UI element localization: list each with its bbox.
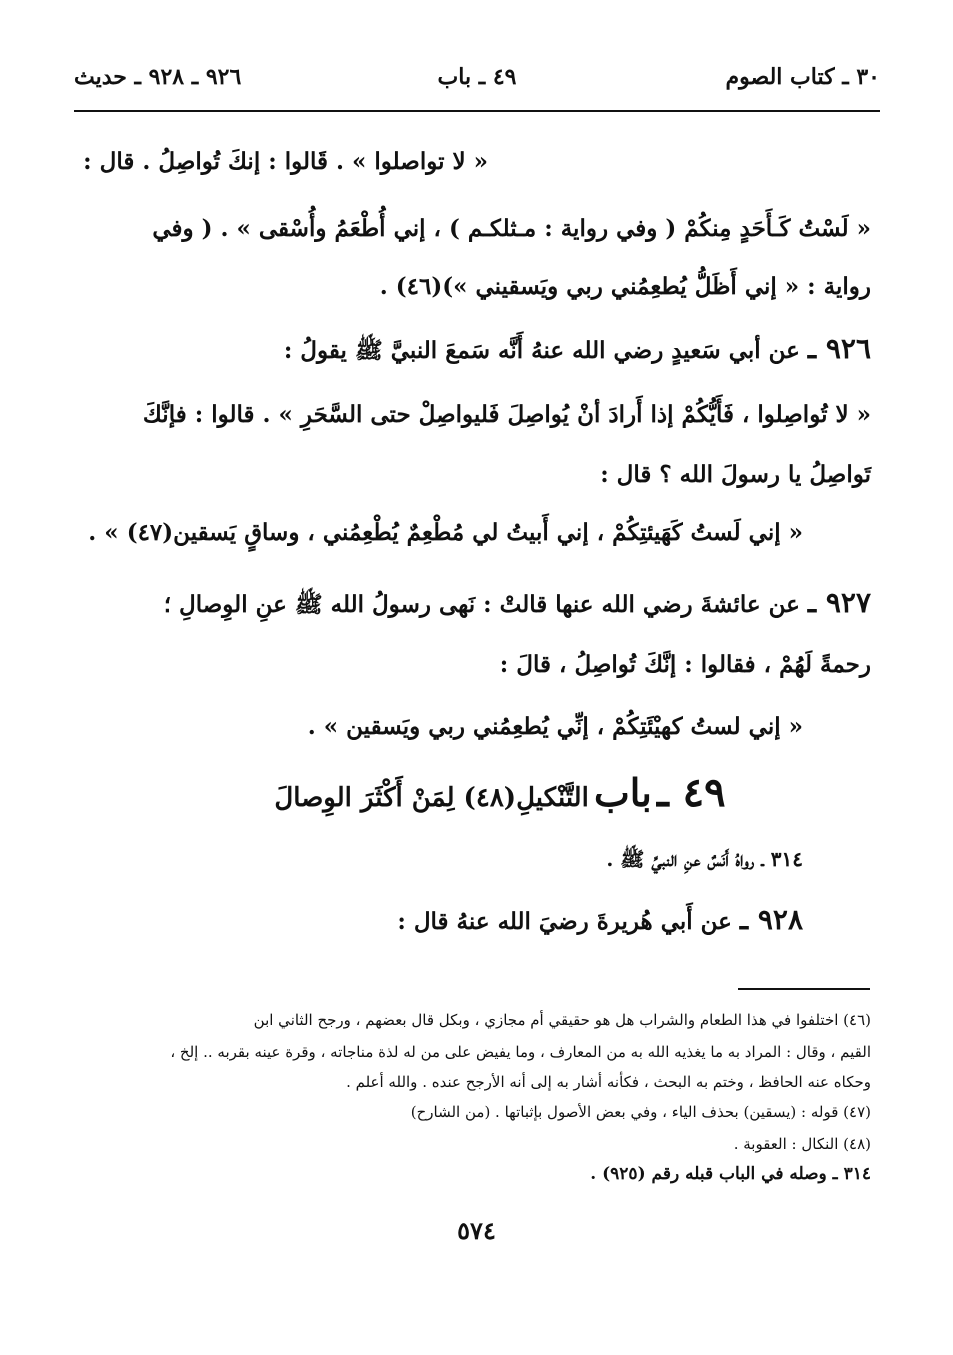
footnote-line: (٤٨) النكال : العقوبة . <box>733 1135 871 1153</box>
hadith-number: ٩٢٦ ـ <box>807 332 871 365</box>
hadith-926-line <box>284 332 871 368</box>
header-book-title: ٣٠ ـ كتاب الصوم <box>725 64 880 90</box>
header-chapter: ٤٩ ـ باب <box>437 64 517 90</box>
text-line: « لَسْتُ كَـأَحَدٍ مِنكُمْ ( وفي رواية : مـثلكـم ) ، إني أُطْعَمُ وأُسْقى » . ( وفي <box>152 215 871 242</box>
text-line: رحمةً لَهُمْ ، فقالوا : إنَّكَ تُواصِلُ ، قالَ : <box>499 651 871 678</box>
hadith-number: ٩٢٧ ـ <box>807 586 871 619</box>
chapter-title: التَّنْكيلِ(٤٨) لِمَنْ أَكْثَرَ الوِصالَ <box>274 783 589 813</box>
footnote-line: القيم ، وقال : المراد به ما يغذيه الله به من المعارف ، وما يفيض على من له لذة مناجاته ، وقرة عينه بقربه .. إلخ ، <box>170 1043 871 1061</box>
text-line: « إني لستُ كهيْئَتِكُمْ ، إنِّي يُطعِمُني ربي ويَسقين » . <box>307 713 803 740</box>
header-rule <box>74 110 880 112</box>
text-line: تَواصِلُ يا رسولَ الله ؟ قال : <box>600 461 871 488</box>
hadith-928-line <box>397 903 803 939</box>
running-header <box>74 58 880 102</box>
chapter-word: باب <box>593 770 652 815</box>
footnote-rule <box>738 988 870 990</box>
header-hadith-range: ٩٢٦ ـ ٩٢٨ ـ حديث <box>74 64 242 90</box>
footnote-line: ٣١٤ ـ وصله في الباب قبله رقم (٩٢٥) . <box>590 1164 871 1184</box>
hadith-text: عن عائشةَ رضي الله عنها قالتْ : نَهى رسولُ الله ﷺ عنِ الوِصالِ ؛ <box>163 591 800 618</box>
text-line: رواية : « إني أَظَلُّ يُطعِمُني ربي ويَسقيني »)(٤٦) . <box>379 273 871 300</box>
hadith-text: عن أَبي هُريرةَ رضيَ الله عنهُ قال : <box>397 908 732 935</box>
text-line: « إني لَستُ كَهَيئتِكُمْ ، إني أَبيتُ لي مُطْعِمٌ يُطْعِمُني ، وساقٍ يَسقين(٤٧) » . <box>88 519 803 546</box>
chapter-heading <box>200 768 800 826</box>
hadith-927-line <box>164 586 871 622</box>
text-line: « لا تُواصِلوا ، فَأَيُّكُمْ إذا أَرادَ أنْ يُواصِلَ فَليواصِلْ حتى السَّحَرِ » . قالوا : فإنَّكَ <box>142 401 871 428</box>
text-line: « لا تواصلوا » . قَالوا : إنكَ تُواصِلُ . قال : <box>83 148 488 175</box>
footnote-line: (٤٧) قوله : (يسقين) بحذف الياء ، وفي بعض الأصول بإثباتها . (من الشارح) <box>410 1103 871 1121</box>
footnote-line: (٤٦) اختلفوا في هذا الطعام والشراب هل هو حقيقي أم مجازي ، وبكل قال بعضهم ، ورجح الثاني ابن <box>253 1011 871 1029</box>
footnote-line: وحكاه عنه الحافظ ، وختم به البحث ، فكأنه أشار به إلى أنه الأرجح عنده . والله أعلم . <box>346 1073 871 1091</box>
hadith-number: ٩٢٨ ـ <box>739 903 803 936</box>
text-line: ٣١٤ ـ رواهُ أَنَسٌ عنِ النبيِّ ﷺ . <box>606 847 803 871</box>
hadith-text: عن أبي سَعيدٍ رضي الله عنهُ أَنَّه سَمعَ النبيَّ ﷺ يقولُ : <box>283 337 800 364</box>
chapter-number: ٤٩ ـ <box>656 769 726 816</box>
page-number: ٥٧٤ <box>457 1216 496 1245</box>
